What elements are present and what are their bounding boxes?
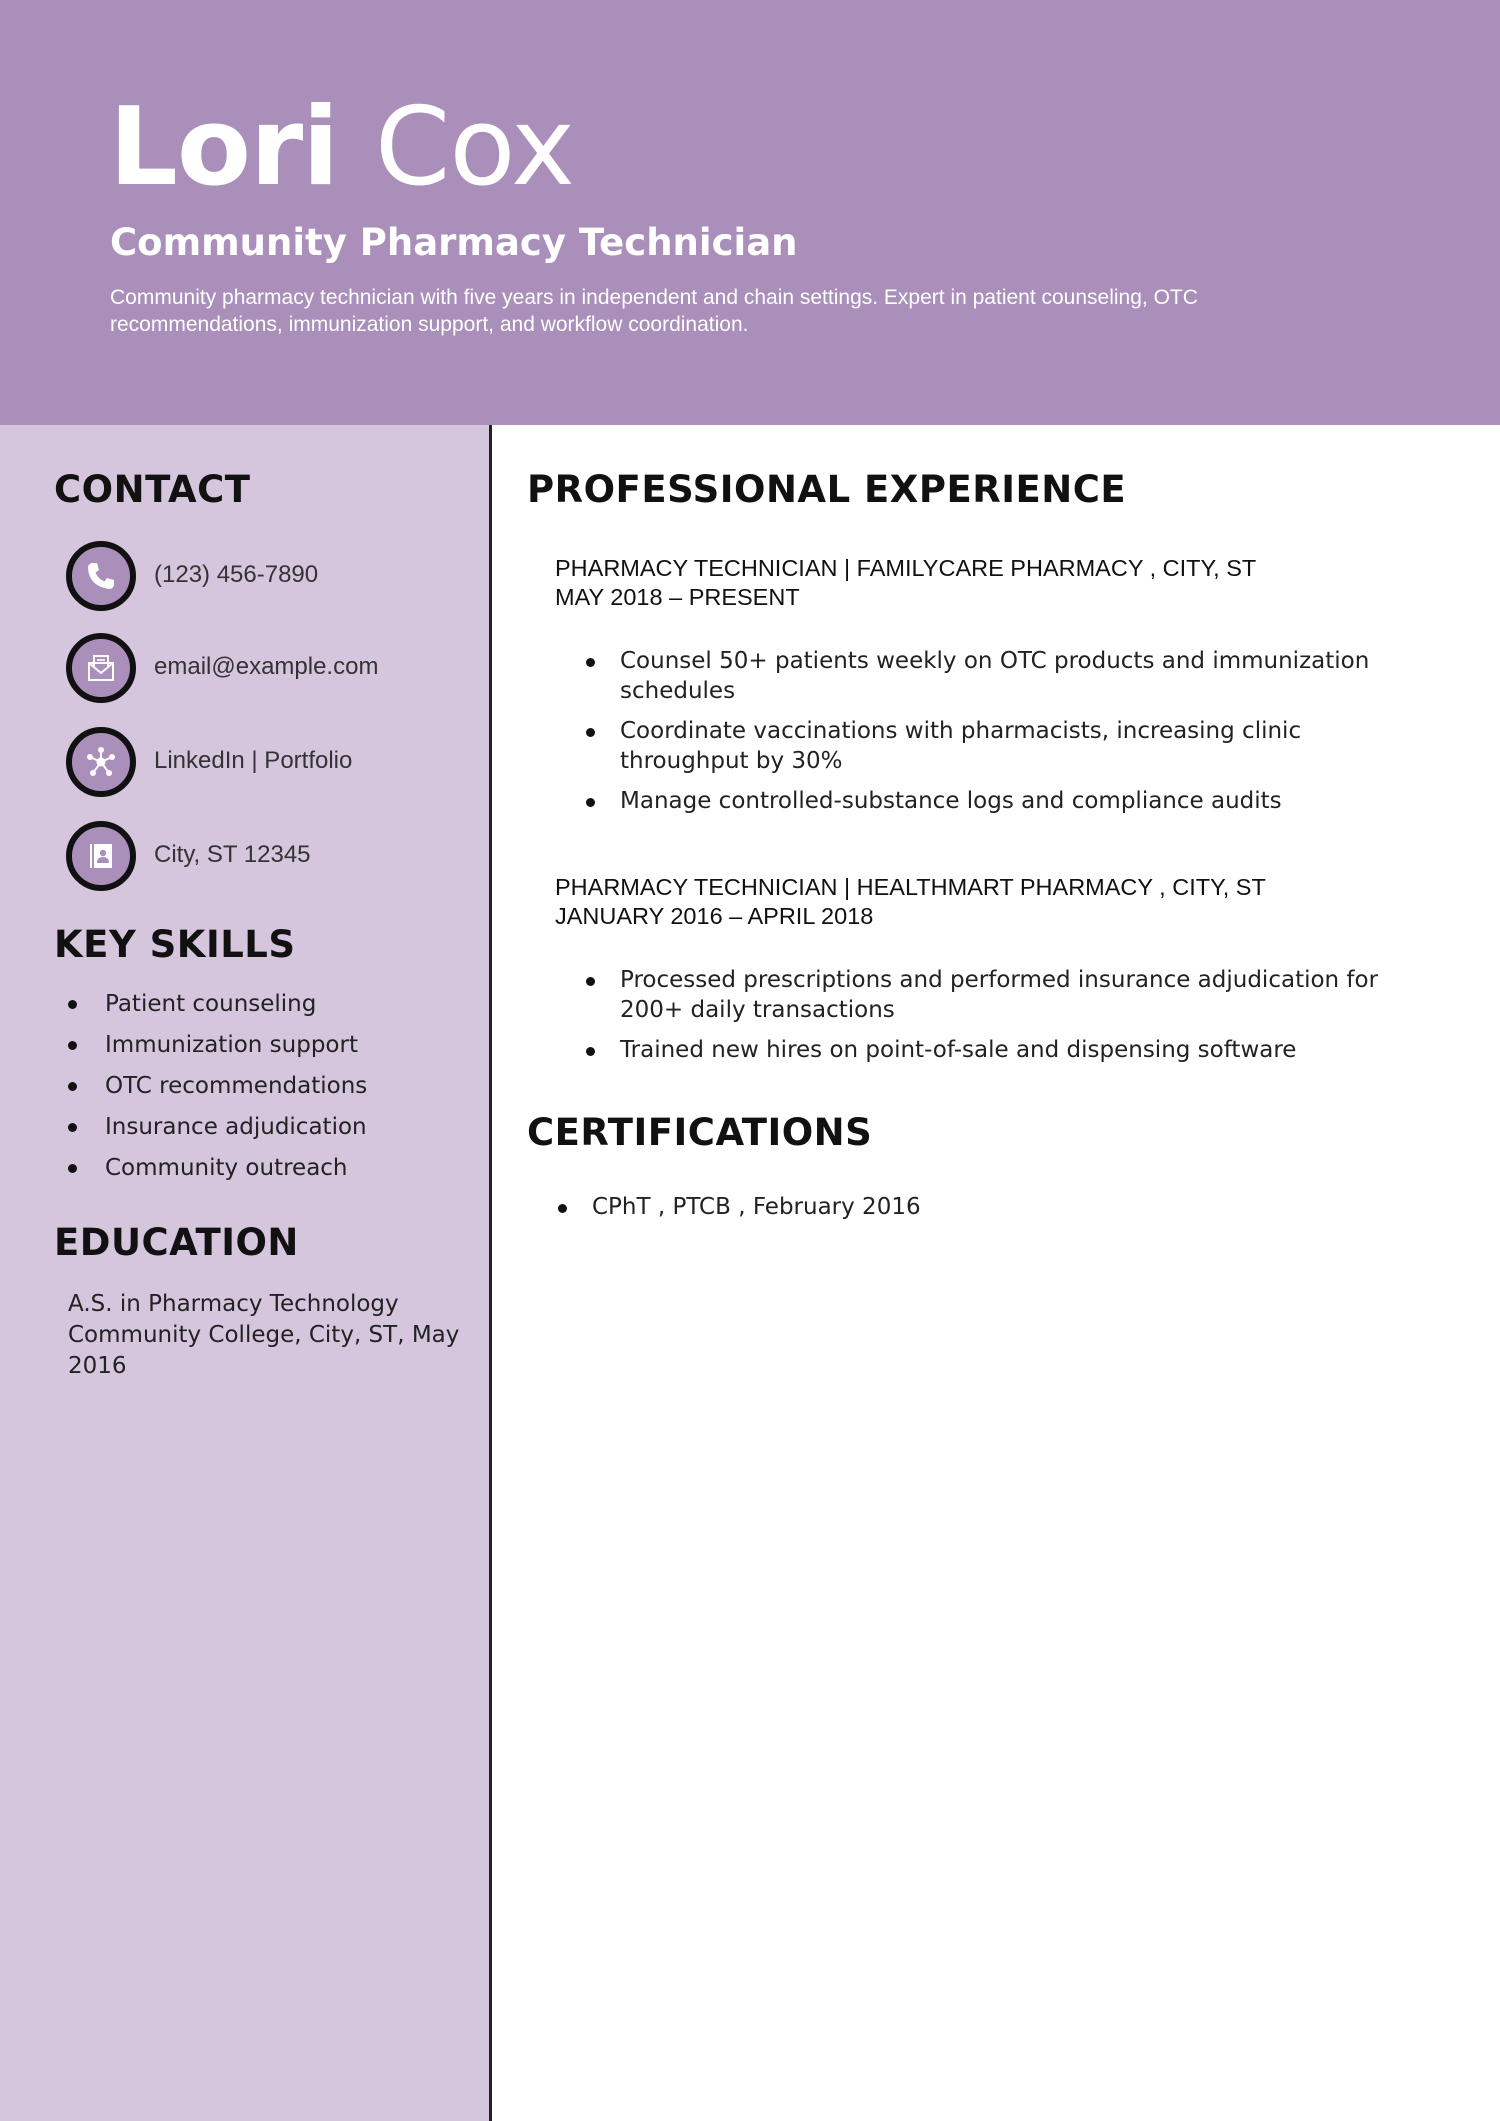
job-1-bullet: Manage controlled-substance logs and compliance audits xyxy=(555,786,1405,816)
certifications-list xyxy=(527,1192,1407,1222)
education-heading: EDUCATION xyxy=(54,1221,299,1264)
job-2-dates: JANUARY 2016 – APRIL 2018 xyxy=(555,903,874,929)
first-name: Lori xyxy=(109,85,339,210)
header-banner xyxy=(0,0,1500,425)
skill-item: Immunization support xyxy=(60,1028,367,1069)
profile-summary: Community pharmacy technician with five years in independent and chain settings. Expert in patient counseling, OTC recommendations, immunization support, and workflow coordination. xyxy=(110,286,1198,336)
certification-item: CPhT , PTCB , February 2016 xyxy=(527,1192,1407,1222)
job-2-bullet: Trained new hires on point-of-sale and dispensing software xyxy=(555,1035,1405,1065)
contact-phone xyxy=(66,541,466,611)
job-1-title: PHARMACY TECHNICIAN | FAMILYCARE PHARMACY , CITY, ST xyxy=(555,555,1257,581)
skill-item: Insurance adjudication xyxy=(60,1110,367,1151)
email-text: email@example.com xyxy=(154,653,379,680)
links-text: LinkedIn | Portfolio xyxy=(154,747,353,774)
contact-links xyxy=(66,727,466,797)
job-1-bullet: Coordinate vaccinations with pharmacists, increasing clinic throughput by 30% xyxy=(555,716,1405,776)
contact-address xyxy=(66,821,466,891)
experience-heading: PROFESSIONAL EXPERIENCE xyxy=(527,468,1127,511)
contact-email xyxy=(66,633,466,703)
phone-icon xyxy=(66,541,136,611)
job-title: Community Pharmacy Technician xyxy=(110,221,798,264)
contact-heading: CONTACT xyxy=(54,468,251,511)
education-entry: A.S. in Pharmacy Technology Community College, City, ST, May 2016 xyxy=(68,1291,460,1379)
job-2-bullet: Processed prescriptions and performed insurance adjudication for 200+ daily transactions xyxy=(555,965,1405,1025)
last-name: Cox xyxy=(374,85,574,210)
column-divider xyxy=(489,425,492,2121)
certifications-heading: CERTIFICATIONS xyxy=(527,1111,873,1154)
key-skills-list xyxy=(60,987,367,1192)
skill-item: Community outreach xyxy=(60,1151,367,1192)
job-1-dates: MAY 2018 – PRESENT xyxy=(555,584,800,610)
job-2-title: PHARMACY TECHNICIAN | HEALTHMART PHARMACY , CITY, ST xyxy=(555,874,1266,900)
address-text: City, ST 12345 xyxy=(154,841,311,868)
job-2-bullets xyxy=(555,965,1405,1065)
key-skills-heading: KEY SKILLS xyxy=(54,923,296,966)
skill-item: Patient counseling xyxy=(60,987,367,1028)
job-1-bullets xyxy=(555,646,1405,816)
address-icon xyxy=(66,821,136,891)
job-1-bullet: Counsel 50+ patients weekly on OTC products and immunization schedules xyxy=(555,646,1405,706)
network-icon xyxy=(66,727,136,797)
email-icon xyxy=(66,633,136,703)
candidate-name xyxy=(109,85,574,210)
skill-item: OTC recommendations xyxy=(60,1069,367,1110)
phone-text: (123) 456-7890 xyxy=(154,561,319,588)
